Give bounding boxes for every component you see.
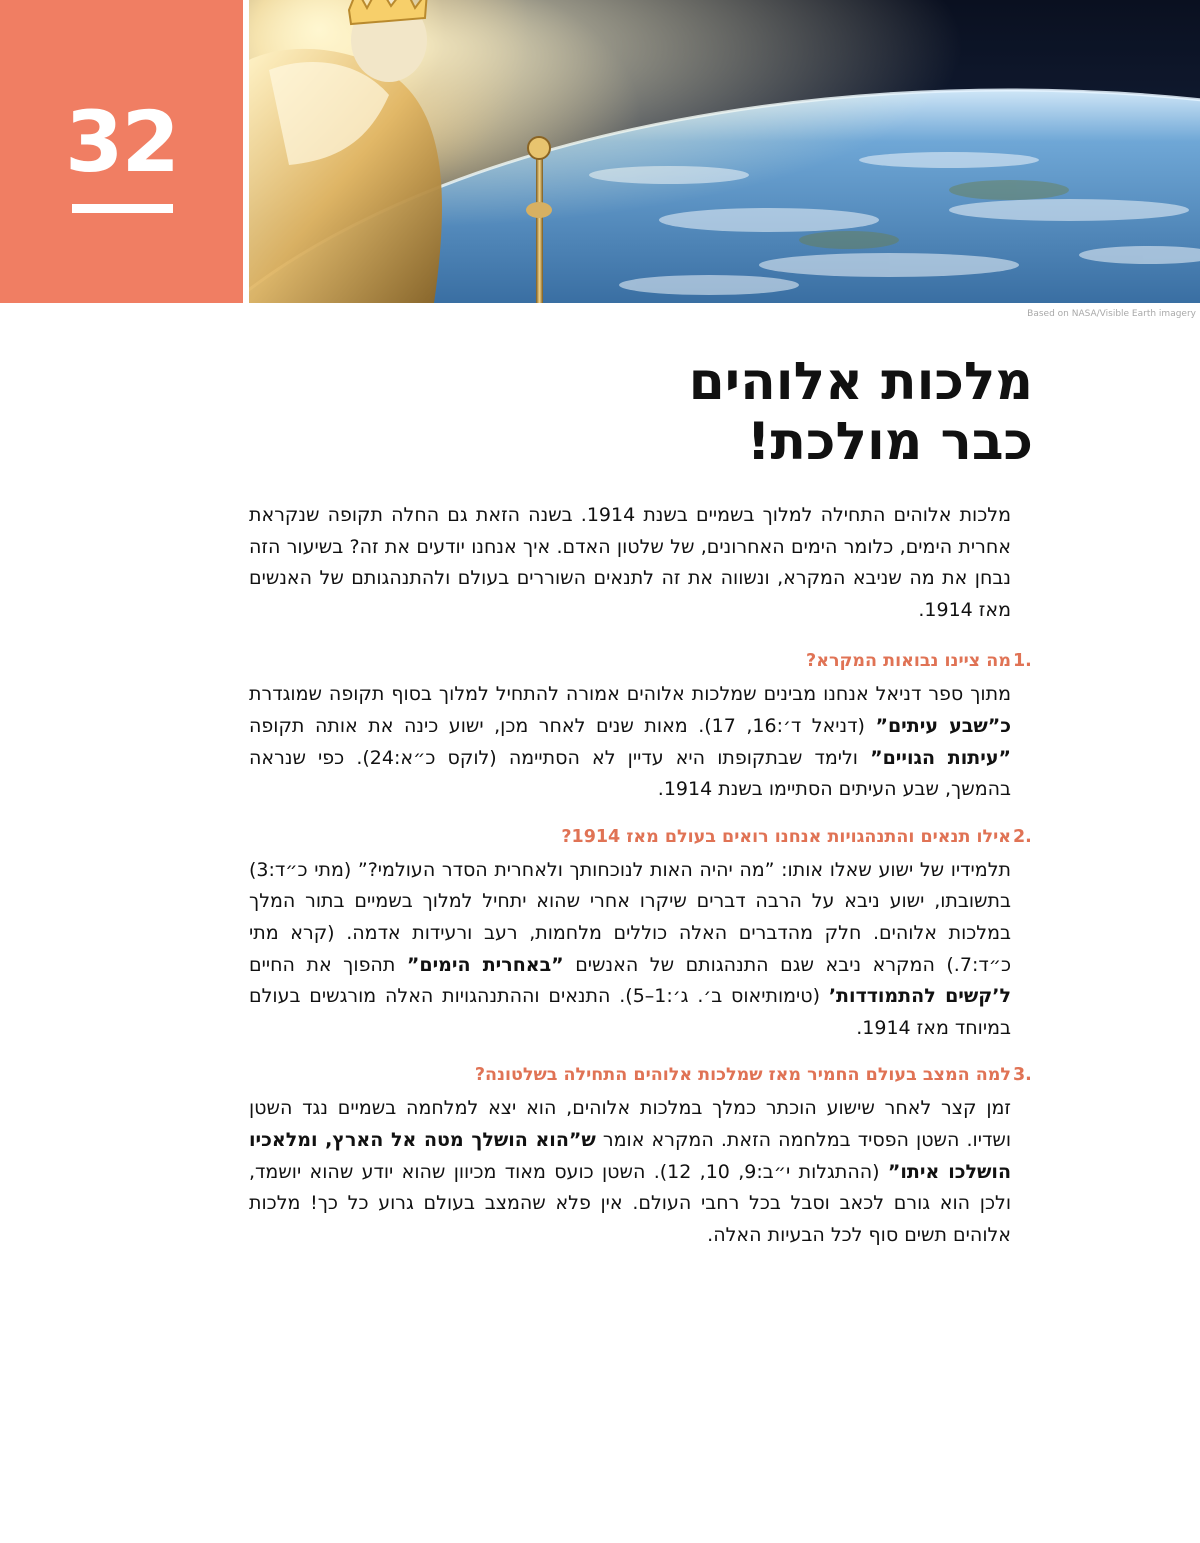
hero-illustration xyxy=(249,0,1200,303)
bold-text: כ”שבע עיתים” xyxy=(875,714,1011,737)
section-paragraph xyxy=(249,1093,1011,1251)
bold-text: ש”הוא הושלך מטה אל הארץ, ומלאכיו הושלכו איתו” xyxy=(249,1128,1011,1183)
intro-paragraph: מלכות אלוהים התחילה למלוך בשמיים בשנת 1914. בשנה הזאת גם החלה תקופה שנקראת אחרית הימים, כלומר הימים האחרונים, של שלטון האדם. איך אנחנו יודעים את זה? בשיעור הזה נבחן את מה שניבא המקרא, ונשווה את זה לתנאים השוררים בעולם ולהתנהגותם של האנשים מאז 1914. xyxy=(249,504,1011,621)
title-line-1: מלכות אלוהים xyxy=(688,352,1033,412)
lesson-number-box xyxy=(0,0,243,303)
text-run: ולימד שבתקופתו היא עדיין לא הסתיימה (לוקס כ״א:24). כפי שנראה בהמשך, שבע העיתים הסתיימו בשנת 1914. xyxy=(249,746,1011,801)
section-question xyxy=(249,824,1039,850)
section-1 xyxy=(249,648,1032,805)
lesson-number-underline xyxy=(72,204,173,213)
section-paragraph xyxy=(249,855,1011,1045)
question-text: למה המצב בעולם החמיר מאז שמלכות אלוהים התחילה בשלטונה? xyxy=(474,1065,1011,1086)
scepter-orb xyxy=(528,137,550,159)
text-run: (טימותיאוס ב׳. ג׳:1–5). התנאים וההתנהגויות האלה מורגשים בעולם במיוחד מאז 1914. xyxy=(249,985,1011,1039)
section-number: 3. xyxy=(1013,1065,1032,1086)
question-text: מה ציינו נבואות המקרא? xyxy=(806,651,1011,672)
title-line-2: כבר מולכת! xyxy=(746,412,1033,472)
hero-image xyxy=(249,0,1200,303)
section-number: 1. xyxy=(1013,651,1032,672)
text-run: זמן קצר לאחר שישוע הוכתר כמלך במלכות אלוהים, הוא יצא למלחמה בשמיים נגד השטן ושדיו. השטן הפסיד במלחמה הזאת. המקרא אומר xyxy=(249,1097,1011,1151)
section-3 xyxy=(249,1062,1032,1251)
text-run: (דניאל ד׳:16, 17). מאות שנים לאחר מכן, ישוע כינה את אותה תקופה xyxy=(249,714,876,737)
text-run: (ההתגלות י״ב:9, 10, 12). השטן כועס מאוד מכיוון שהוא יודע שהוא יושמד, ולכן הוא גורם לכאב וסבל בכל רחבי העולם. אין פלא שהמצב בעולם גרוע כל כך! מלכות אלוהים תשים סוף לכל הבעיות האלה. xyxy=(249,1160,1011,1246)
bold-text: ל’קשים להתמודדות’ xyxy=(828,985,1012,1008)
scepter-shaft xyxy=(536,150,543,303)
bold-text: ”עיתות הגויים” xyxy=(870,746,1011,769)
section-paragraph xyxy=(249,679,1011,805)
lesson-content xyxy=(249,500,1032,1269)
section-2 xyxy=(249,824,1032,1045)
text-run: מתוך ספר דניאל אנחנו מבינים שמלכות אלוהים אמורה להתחיל למלוך בסוף תקופה שמוגדרת xyxy=(249,683,1011,706)
section-number: 2. xyxy=(1013,826,1032,847)
lesson-number: 32 xyxy=(65,93,178,191)
text-run: תהפוך את החיים xyxy=(249,953,407,976)
section-question xyxy=(249,1062,1039,1088)
page-title xyxy=(133,352,1033,472)
question-text: אילו תנאים והתנהגויות אנחנו רואים בעולם מאז 1914? xyxy=(561,826,1011,847)
section-question xyxy=(249,648,1039,674)
text-run: תלמידיו של ישוע שאלו אותו: ”מה יהיה האות לנוכחותך ולאחרית הסדר העולמי?” (מתי כ״ד:3) בתשובתו, ישוע ניבא על הרבה דברים שיקרו אחרי שהוא יתחיל למלוך בשמיים בתור המלך במלכות אלוהים. חלק מהדברים האלה כוללים מלחמות, רעב ורעידות אדמה. (קרא מתי כ״ד:7.) המקרא ניבא שגם התנהגותם של האנשים xyxy=(249,858,1012,976)
image-credit: Based on NASA/Visible Earth imagery xyxy=(1027,309,1196,319)
bold-text: ”באחרית הימים” xyxy=(406,953,564,976)
